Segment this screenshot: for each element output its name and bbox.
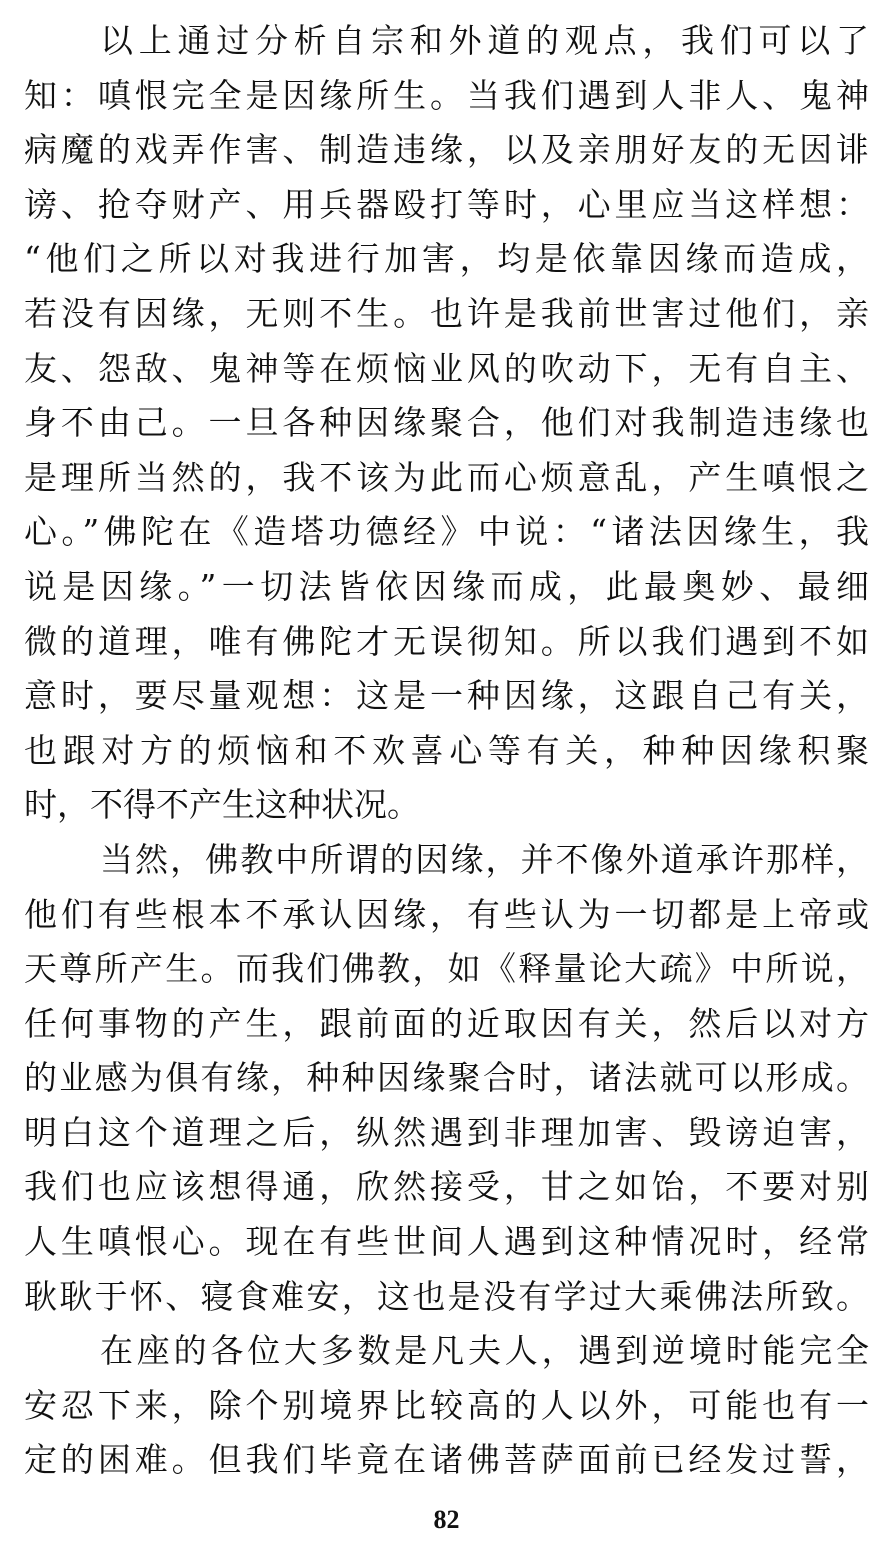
text-line: 微的道理，唯有佛陀才无误彻知。所以我们遇到不如 <box>24 621 869 661</box>
text-line: 病魔的戏弄作害、制造违缘，以及亲朋好友的无因诽 <box>24 130 869 170</box>
text-line: 友、怨敌、鬼神等在烦恼业风的吹动下，无有自主、 <box>24 348 869 388</box>
paragraph-3 <box>24 1324 869 1488</box>
text-line: 的业感为俱有缘，种种因缘聚合时，诸法就可以形成。 <box>24 1058 869 1098</box>
text-line: 说是因缘。”一切法皆依因缘而成，此最奥妙、最细 <box>24 566 869 606</box>
text-line: 他们有些根本不承认因缘，有些认为一切都是上帝或 <box>24 894 869 934</box>
paragraph-1 <box>24 14 869 833</box>
text-line: 是理所当然的，我不该为此而心烦意乱，产生嗔恨之 <box>24 457 869 497</box>
paragraph-2 <box>24 833 869 1324</box>
text-line: 时，不得不产生这种状况。 <box>24 785 420 825</box>
text-line: 谤、抢夺财产、用兵器殴打等时，心里应当这样想： <box>24 184 869 224</box>
text-line: 在座的各位大多数是凡夫人，遇到逆境时能完全 <box>100 1331 869 1371</box>
text-line: 明白这个道理之后，纵然遇到非理加害、毁谤迫害， <box>24 1112 869 1152</box>
text-line: 意时，要尽量观想：这是一种因缘，这跟自己有关， <box>24 676 869 716</box>
text-line: 人生嗔恨心。现在有些世间人遇到这种情况时，经常 <box>24 1222 869 1262</box>
text-line: 定的困难。但我们毕竟在诸佛菩萨面前已经发过誓， <box>24 1440 869 1480</box>
text-line: 以上通过分析自宗和外道的观点，我们可以了 <box>100 21 869 60</box>
text-line: 知：嗔恨完全是因缘所生。当我们遇到人非人、鬼神 <box>24 75 869 115</box>
page-number: 82 <box>433 1505 460 1534</box>
text-line: 当然，佛教中所谓的因缘，并不像外道承许那样， <box>100 839 869 879</box>
text-line: 身不由己。一旦各种因缘聚合，他们对我制造违缘也 <box>24 403 869 443</box>
text-line: 任何事物的产生，跟前面的近取因有关，然后以对方 <box>24 1003 869 1043</box>
text-line: 心。”佛陀在《造塔功德经》中说：“诸法因缘生，我 <box>24 512 869 552</box>
text-line: “他们之所以对我进行加害，均是依靠因缘而造成， <box>24 239 869 279</box>
text-line: 我们也应该想得通，欣然接受，甘之如饴，不要对别 <box>24 1167 869 1207</box>
body-text <box>24 14 869 1488</box>
text-line: 若没有因缘，无则不生。也许是我前世害过他们，亲 <box>24 293 869 333</box>
text-line: 安忍下来，除个别境界比较高的人以外，可能也有一 <box>24 1385 869 1425</box>
text-line: 也跟对方的烦恼和不欢喜心等有关，种种因缘积聚 <box>24 730 869 770</box>
text-line: 天尊所产生。而我们佛教，如《释量论大疏》中所说， <box>24 949 869 989</box>
text-line: 耿耿于怀、寝食难安，这也是没有学过大乘佛法所致。 <box>24 1276 869 1316</box>
